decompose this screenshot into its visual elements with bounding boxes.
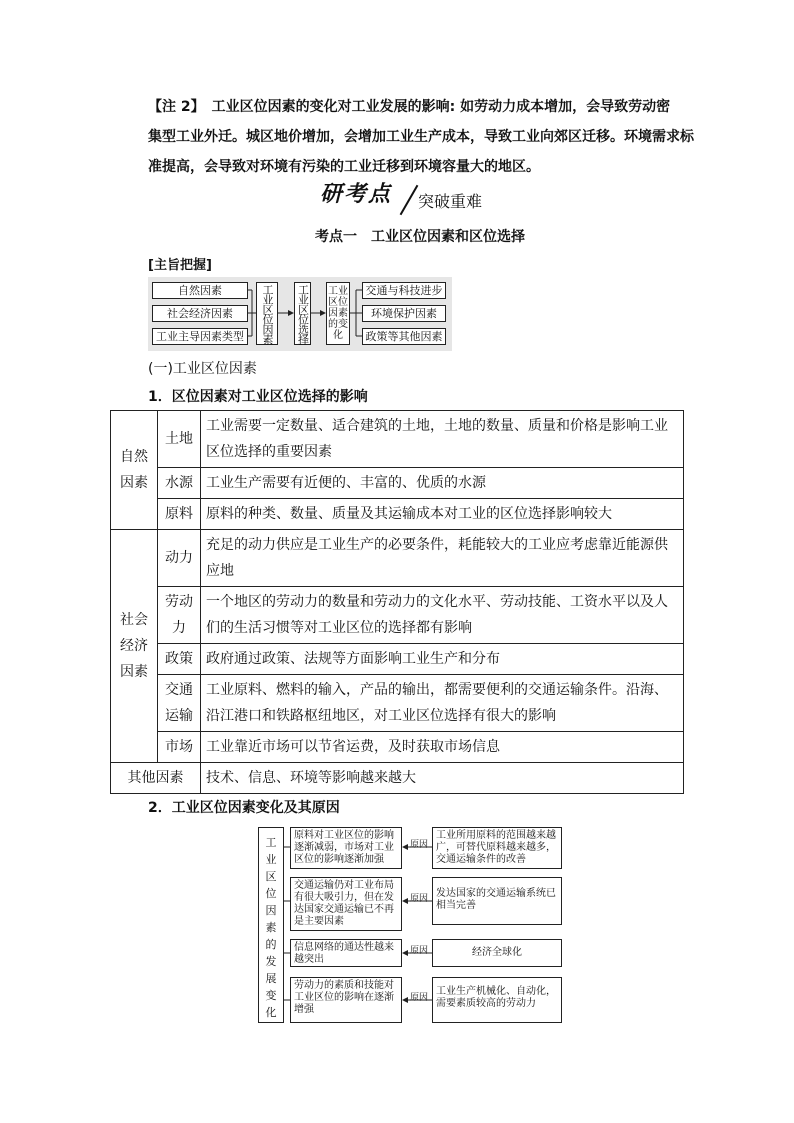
- reason-label: 原因: [410, 894, 429, 904]
- table-row: [111, 644, 684, 675]
- description-cell: 充足的动力供应是工业生产的必要条件，耗能较大的工业应考虑靠近能源供应地: [201, 530, 684, 587]
- flow-right-item: 环境保护因素: [362, 305, 446, 322]
- subsection-label: [主旨把握]: [148, 258, 212, 273]
- description-cell: 工业靠近市场可以节省运费，及时获取市场信息: [201, 732, 684, 763]
- flow-col-location-choice: 工业区位选择: [294, 282, 311, 345]
- change-box: 原料对工业区位的影响逐渐减弱，市场对工业区位的影响逐渐加强: [290, 827, 402, 869]
- subsection-1-1: 1．区位因素对工业区位选择的影响: [148, 389, 368, 405]
- description-cell: 工业需要一定数量、适合建筑的土地，土地的数量、质量和价格是影响工业区位选择的重要因素: [201, 411, 684, 468]
- reason-label: 原因: [410, 946, 429, 956]
- section-title: 考点一 工业区位因素和区位选择: [315, 229, 525, 245]
- factor-cell: 劳动力: [158, 587, 201, 644]
- description-cell: 工业原料、燃料的输入，产品的输出，都需要便利的交通运输条件。沿海、沿江港口和铁路枢纽地区，对工业区位选择有很大的影响: [201, 675, 684, 732]
- description-cell: 技术、信息、环境等影响越来越大: [201, 763, 684, 794]
- section-banner: [320, 177, 520, 217]
- description-cell: 一个地区的劳动力的数量和劳动力的文化水平、劳动技能、工资水平以及人们的生活习惯等对工业区位的选择都有影响: [201, 587, 684, 644]
- factor-cell: 市场: [158, 732, 201, 763]
- factor-cell: 动力: [158, 530, 201, 587]
- cause-box: 工业所用原料的范围越来越广，可替代原料越来越多，交通运输条件的改善: [432, 827, 562, 869]
- factor-cell: 水源: [158, 468, 201, 499]
- banner-secondary: 突破重难: [418, 192, 483, 211]
- category-cell: 自然因素: [111, 411, 158, 530]
- factor-cell: 原料: [158, 499, 201, 530]
- factor-cell: 交通运输: [158, 675, 201, 732]
- flow-left-item: 工业主导因素类型: [152, 328, 248, 345]
- description-cell: 原料的种类、数量、质量及其运输成本对工业的区位选择影响较大: [201, 499, 684, 530]
- category-cell: 社会经济因素: [111, 530, 158, 763]
- table-row: [111, 411, 684, 468]
- factors-table: [110, 410, 684, 794]
- flow-right-item: 交通与科技进步: [362, 282, 446, 299]
- flow-right-item: 政策等其他因素: [362, 328, 446, 345]
- banner-slash: [400, 185, 419, 215]
- note-line-2: 集型工业外迁。城区地价增加，会增加工业生产成本，导致工业向郊区迁移。环境需求标: [148, 129, 694, 145]
- change-box: 交通运输仍对工业布局有很大吸引力，但在发达国家交通运输已不再是主要因素: [290, 877, 402, 931]
- flow-left-item: 社会经济因素: [152, 305, 248, 322]
- cause-box: 工业生产机械化、自动化，需要素质较高的劳动力: [432, 977, 562, 1023]
- note-paragraph: [148, 92, 698, 182]
- table-row: [111, 530, 684, 587]
- factor-cell: 土地: [158, 411, 201, 468]
- note-line-3: 准提高，会导致对环境有污染的工业迁移到环境容量大的地区。: [148, 159, 540, 175]
- table-row: [111, 732, 684, 763]
- description-cell: 工业生产需要有近便的、丰富的、优质的水源: [201, 468, 684, 499]
- change-box: 信息网络的通达性越来越突出: [290, 939, 402, 967]
- subsection-1: (一)工业区位因素: [148, 361, 257, 377]
- table-row: [111, 587, 684, 644]
- banner-main: 研考点: [320, 182, 393, 207]
- factor-cell: 政策: [158, 644, 201, 675]
- change-diagram: [256, 825, 566, 1025]
- flow-left-item: 自然因素: [152, 282, 248, 299]
- table-row: [111, 763, 684, 794]
- flow-col-factor-change: 工业区位因素的变化: [326, 282, 350, 345]
- flow-diagram: [148, 277, 452, 351]
- subsection-1-2: 2．工业区位因素变化及其原因: [148, 800, 340, 816]
- reason-label: 原因: [410, 993, 429, 1003]
- note-line-1: 【注 2】 工业区位因素的变化对工业发展的影响: 如劳动力成本增加，会导致劳动密: [148, 99, 671, 115]
- cause-box: 经济全球化: [432, 939, 562, 967]
- table-row: [111, 499, 684, 530]
- category-cell: 其他因素: [111, 763, 201, 794]
- flow-col-industry-factors: 工业区位因素: [256, 282, 278, 345]
- table-row: [111, 675, 684, 732]
- description-cell: 政府通过政策、法规等方面影响工业生产和分布: [201, 644, 684, 675]
- diagram-center-box: 工业区位因素的发展变化: [258, 827, 284, 1023]
- table-row: [111, 468, 684, 499]
- reason-label: 原因: [410, 840, 429, 850]
- cause-box: 发达国家的交通运输系统已相当完善: [432, 877, 562, 925]
- change-box: 劳动力的素质和技能对工业区位的影响在逐渐增强: [290, 977, 402, 1023]
